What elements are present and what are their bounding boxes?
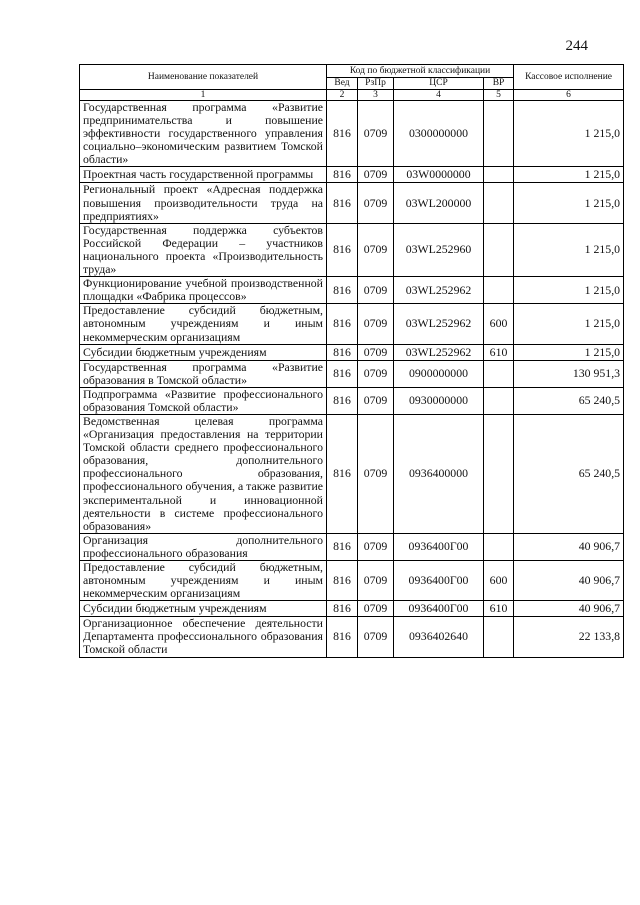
row-ved: 816 — [327, 387, 358, 414]
row-name: Проектная часть государственной программы — [80, 167, 327, 183]
row-name: Предоставление субсидий бюджетным, автономным учреждениям и иным некоммерческим организациям — [80, 561, 327, 601]
row-vr: 600 — [484, 304, 514, 344]
column-number: 2 — [327, 90, 358, 101]
row-rzpr: 0709 — [358, 167, 394, 183]
row-rzpr: 0709 — [358, 617, 394, 657]
column-number: 4 — [394, 90, 484, 101]
table-row — [80, 601, 624, 617]
row-vr: 610 — [484, 601, 514, 617]
row-csr: 0300000000 — [394, 101, 484, 167]
header-code-group: Код по бюджетной классификации — [327, 65, 514, 78]
row-rzpr: 0709 — [358, 183, 394, 223]
row-amount: 65 240,5 — [514, 414, 624, 533]
row-rzpr: 0709 — [358, 101, 394, 167]
budget-table — [79, 64, 624, 658]
table-row — [80, 360, 624, 387]
row-name: Субсидии бюджетным учреждениям — [80, 344, 327, 360]
row-ved: 816 — [327, 304, 358, 344]
table-row — [80, 277, 624, 304]
row-name: Субсидии бюджетным учреждениям — [80, 601, 327, 617]
row-name: Подпрограмма «Развитие профессионального образования Томской области» — [80, 387, 327, 414]
table-row — [80, 101, 624, 167]
row-vr — [484, 617, 514, 657]
table-row — [80, 183, 624, 223]
table-row — [80, 223, 624, 276]
row-amount: 1 215,0 — [514, 167, 624, 183]
row-ved: 816 — [327, 101, 358, 167]
page-number: 244 — [565, 38, 588, 54]
column-number: 3 — [358, 90, 394, 101]
header-rzpr: РзПр — [358, 78, 394, 90]
row-amount: 1 215,0 — [514, 101, 624, 167]
column-number: 6 — [514, 90, 624, 101]
row-rzpr: 0709 — [358, 533, 394, 560]
row-name: Государственная программа «Развитие предпринимательства и повышение эффективности государственного управления социально–экономическим развитием Томской области» — [80, 101, 327, 167]
row-amount: 65 240,5 — [514, 387, 624, 414]
column-number-row — [80, 90, 624, 101]
row-csr: 03W0000000 — [394, 167, 484, 183]
row-vr — [484, 277, 514, 304]
row-rzpr: 0709 — [358, 387, 394, 414]
row-ved: 816 — [327, 360, 358, 387]
table-body — [80, 101, 624, 658]
header-vr: ВР — [484, 78, 514, 90]
row-ved: 816 — [327, 617, 358, 657]
row-name: Организационное обеспечение деятельности Департамента профессионального образования Томской области — [80, 617, 327, 657]
row-csr: 0936400000 — [394, 414, 484, 533]
row-rzpr: 0709 — [358, 223, 394, 276]
row-csr: 0930000000 — [394, 387, 484, 414]
row-amount: 1 215,0 — [514, 277, 624, 304]
row-amount: 130 951,3 — [514, 360, 624, 387]
header-name-column: Наименование показателей — [80, 65, 327, 90]
row-name: Ведомственная целевая программа «Организация предоставления на территории Томской области среднего профессионального образования, дополнительного профессионального образования, профессионального обучения, а также развитие экспериментальной и инновационной деятельности в системе профессионального образования» — [80, 414, 327, 533]
row-csr: 03WL252960 — [394, 223, 484, 276]
row-csr: 0936402640 — [394, 617, 484, 657]
table-row — [80, 414, 624, 533]
row-name: Государственная поддержка субъектов Российской Федерации – участников национального проекта «Производительность труда» — [80, 223, 327, 276]
row-name: Государственная программа «Развитие образования в Томской области» — [80, 360, 327, 387]
column-number: 1 — [80, 90, 327, 101]
row-vr — [484, 387, 514, 414]
row-amount: 1 215,0 — [514, 223, 624, 276]
row-ved: 816 — [327, 183, 358, 223]
row-rzpr: 0709 — [358, 561, 394, 601]
row-vr — [484, 101, 514, 167]
row-amount: 22 133,8 — [514, 617, 624, 657]
header-amount-column: Кассовое исполнение — [514, 65, 624, 90]
row-vr — [484, 183, 514, 223]
row-amount: 1 215,0 — [514, 304, 624, 344]
row-amount: 1 215,0 — [514, 344, 624, 360]
row-ved: 816 — [327, 533, 358, 560]
row-amount: 1 215,0 — [514, 183, 624, 223]
row-ved: 816 — [327, 167, 358, 183]
row-csr: 0900000000 — [394, 360, 484, 387]
row-csr: 03WL252962 — [394, 344, 484, 360]
row-name: Региональный проект «Адресная поддержка повышения производительности труда на предприятиях» — [80, 183, 327, 223]
row-ved: 816 — [327, 601, 358, 617]
table-row — [80, 561, 624, 601]
header-csr: ЦСР — [394, 78, 484, 90]
table-row — [80, 387, 624, 414]
table-row — [80, 304, 624, 344]
row-amount: 40 906,7 — [514, 533, 624, 560]
row-rzpr: 0709 — [358, 360, 394, 387]
row-ved: 816 — [327, 561, 358, 601]
table-row — [80, 167, 624, 183]
row-csr: 03WL252962 — [394, 304, 484, 344]
table-row — [80, 344, 624, 360]
row-csr: 0936400Г00 — [394, 601, 484, 617]
row-rzpr: 0709 — [358, 344, 394, 360]
row-vr: 600 — [484, 561, 514, 601]
row-vr — [484, 167, 514, 183]
row-vr — [484, 414, 514, 533]
column-number: 5 — [484, 90, 514, 101]
row-csr: 0936400Г00 — [394, 533, 484, 560]
row-ved: 816 — [327, 277, 358, 304]
row-name: Предоставление субсидий бюджетным, автономным учреждениям и иным некоммерческим организациям — [80, 304, 327, 344]
table-row — [80, 533, 624, 560]
table-row — [80, 617, 624, 657]
row-csr: 03WL200000 — [394, 183, 484, 223]
row-ved: 816 — [327, 344, 358, 360]
row-amount: 40 906,7 — [514, 601, 624, 617]
row-vr: 610 — [484, 344, 514, 360]
row-ved: 816 — [327, 414, 358, 533]
header-ved: Вед — [327, 78, 358, 90]
row-rzpr: 0709 — [358, 277, 394, 304]
row-name: Организация дополнительного профессионального образования — [80, 533, 327, 560]
row-vr — [484, 360, 514, 387]
row-vr — [484, 223, 514, 276]
row-rzpr: 0709 — [358, 304, 394, 344]
row-ved: 816 — [327, 223, 358, 276]
row-csr: 0936400Г00 — [394, 561, 484, 601]
row-rzpr: 0709 — [358, 414, 394, 533]
row-name: Функционирование учебной производственной площадки «Фабрика процессов» — [80, 277, 327, 304]
row-rzpr: 0709 — [358, 601, 394, 617]
row-vr — [484, 533, 514, 560]
row-csr: 03WL252962 — [394, 277, 484, 304]
row-amount: 40 906,7 — [514, 561, 624, 601]
